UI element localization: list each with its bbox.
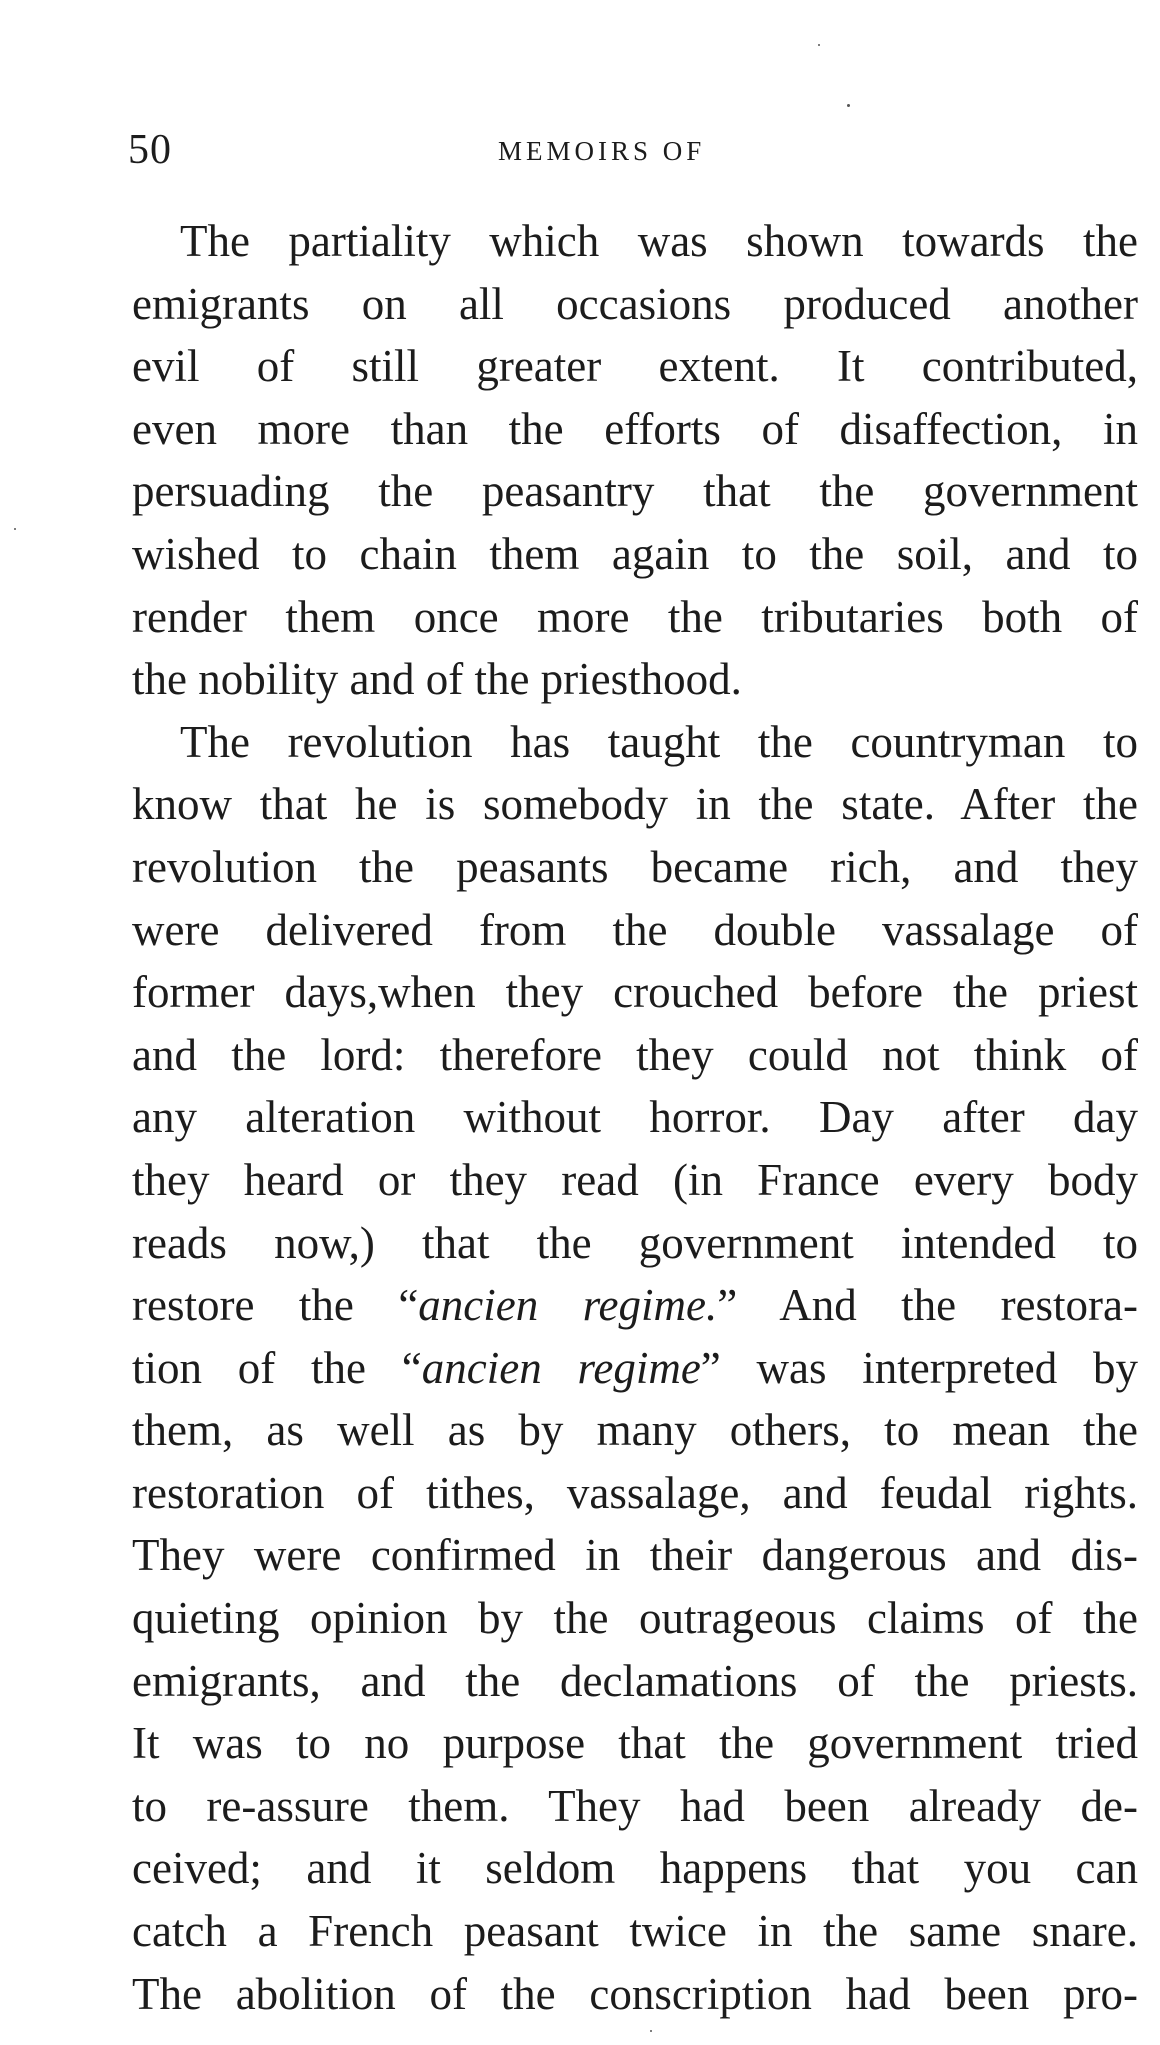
line-prefix: restore the “ [132,1280,419,1331]
italic-phrase: ancien regime. [418,1280,718,1331]
text-line: and the lord: therefore they could not think of [132,1029,1138,1080]
paper-speck [650,2030,652,2032]
line-suffix: ” was interpreted by [700,1342,1138,1393]
text-line: reads now,) that the government intended to [132,1217,1138,1268]
text-line: revolution the peasants became rich, and they [132,841,1138,892]
text-line: any alteration without horror. Day after day [132,1092,1138,1143]
text-line: They were confirmed in their dangerous and dis- [132,1530,1138,1581]
text-line: The revolution has taught the countryman to [180,716,1138,767]
text-line: quieting opinion by the outrageous claims of the [132,1593,1138,1644]
paper-speck [14,528,16,530]
paper-speck [847,104,850,107]
body-text [132,210,1138,2025]
text-line: emigrants, and the declamations of the priests. [132,1655,1138,1706]
text-line: The abolition of the conscription had been pro- [132,1968,1138,2019]
text-line: wished to chain them again to the soil, and to [132,528,1138,579]
text-line: render them once more the tributaries both of [132,591,1138,642]
line-suffix: ” And the restora- [717,1280,1138,1331]
text-line-with-italic [132,1337,1138,1400]
text-line: The partiality which was shown towards the [180,216,1138,266]
text-line: It was to no purpose that the government tried [132,1718,1138,1769]
italic-phrase: ancien regime [421,1342,701,1393]
text-line: them, as well as by many others, to mean the [132,1405,1138,1456]
text-line: persuading the peasantry that the government [132,466,1138,517]
text-line: the nobility and of the priesthood. [132,654,742,705]
text-line: catch a French peasant twice in the same snare. [132,1906,1138,1957]
line-prefix: tion of the “ [132,1342,422,1393]
text-line: emigrants on all occasions produced another [132,278,1138,329]
running-title: MEMOIRS OF [498,136,706,166]
text-line: know that he is somebody in the state. After the [132,779,1138,830]
text-line: they heard or they read (in France every body [132,1154,1138,1205]
text-line-with-italic [132,1274,1138,1337]
text-line: evil of still greater extent. It contributed, [132,341,1138,392]
text-line: even more than the efforts of disaffection, in [132,403,1138,454]
text-line: former days,when they crouched before the priest [132,967,1138,1018]
text-line: were delivered from the double vassalage of [132,904,1138,955]
text-line: restoration of tithes, vassalage, and feudal rights. [132,1467,1138,1518]
paper-speck [818,44,820,46]
page-number: 50 [128,127,172,173]
text-line: ceived; and it seldom happens that you can [132,1843,1138,1894]
text-line: to re-assure them. They had been already de- [132,1780,1138,1831]
